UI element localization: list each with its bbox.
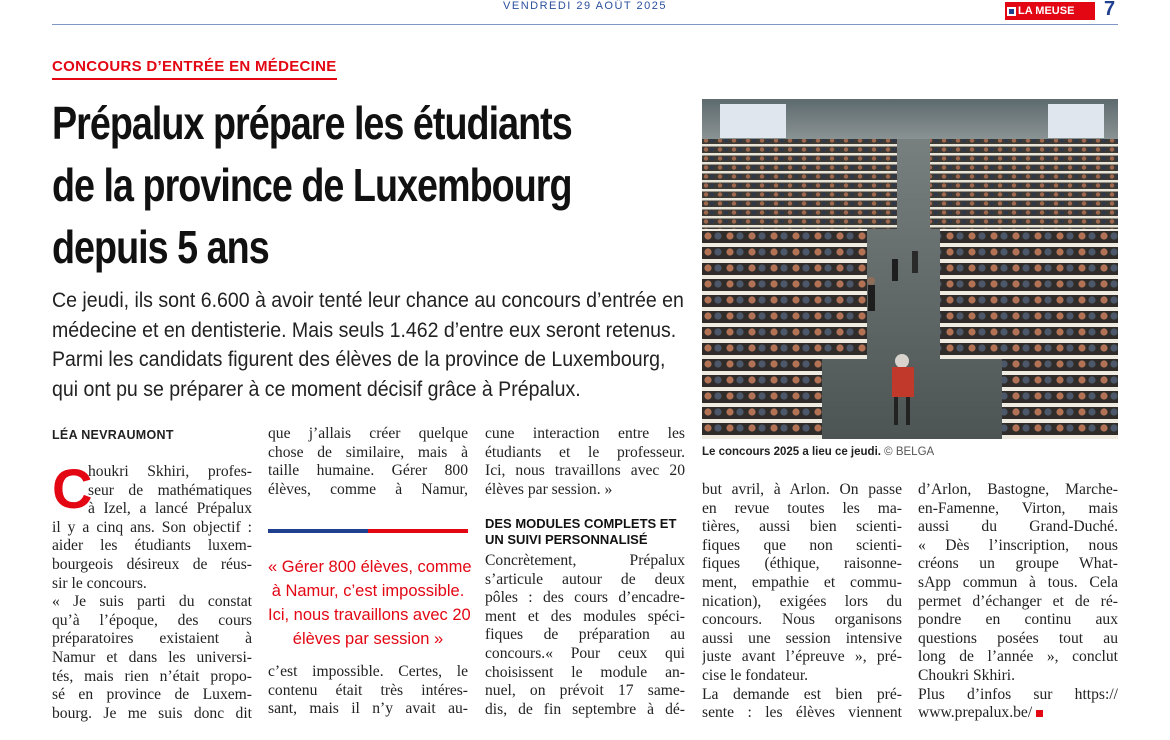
body-line: concours. Nous organisons xyxy=(702,611,902,629)
column-2-bottom xyxy=(268,663,468,719)
body-line: d’Arlon, Bastogne, Marche- xyxy=(918,481,1118,498)
column-1-dropcap-lines xyxy=(88,463,252,519)
body-line: Namur et dans les universi- xyxy=(52,648,252,666)
body-line: créons un groupe What- xyxy=(918,555,1118,573)
body-line: Ici, nous travaillons avec 20 xyxy=(485,462,685,480)
body-line: taille humaine. Gérer 800 xyxy=(268,462,468,480)
body-line: cune interaction entre les xyxy=(485,425,685,442)
body-line: but avril, à Arlon. On passe xyxy=(702,481,902,498)
body-line: Plus d’infos sur https:// xyxy=(918,685,1118,703)
pullquote-line: « Gérer 800 élèves, comme xyxy=(268,558,472,576)
lead-line: qui ont pu se préparer à ce moment décisif grâce à Prépalux. xyxy=(52,377,581,401)
pullquote xyxy=(268,555,472,651)
column-2-top xyxy=(268,425,468,499)
body-line: ment, empathie et commu- xyxy=(702,573,902,591)
body-line: « Dès l’inscription, nous xyxy=(918,536,1118,554)
pullquote-rule xyxy=(268,529,468,533)
body-line: permet d’échanger et de ré- xyxy=(918,592,1118,610)
exam-hall-photo xyxy=(702,99,1118,439)
issue-date: VENDREDI 29 AOÛT 2025 xyxy=(503,0,667,12)
body-line: « Je suis parti du constat xyxy=(52,593,252,611)
title-line: de la province de Luxembourg xyxy=(52,159,572,211)
body-line: nication), exigées lors du xyxy=(702,592,902,610)
body-line: long de l’année », conclut xyxy=(918,648,1118,666)
body-line: élèves, comme à Namur, xyxy=(268,480,468,498)
lead-line: Ce jeudi, ils sont 6.600 à avoir tenté leur chance au concours d’entrée en xyxy=(52,289,684,312)
end-square-icon xyxy=(1036,710,1043,717)
body-line: cise le fondateur. xyxy=(702,666,809,684)
body-line: ment et des modules spéci- xyxy=(485,607,685,625)
body-line: c’est impossible. Certes, le xyxy=(268,663,468,680)
logo-text: LA MEUSE xyxy=(1018,5,1075,17)
body-line: fiques de préparation au xyxy=(485,626,685,644)
dropcap: C xyxy=(52,457,93,520)
body-line: s’articule autour de deux xyxy=(485,570,685,588)
body-line: en revue toutes les ma- xyxy=(702,499,902,517)
caption-text: Le concours 2025 a lieu ce jeudi. xyxy=(702,446,881,458)
body-line: fiques (éthique, raisonne- xyxy=(702,555,902,573)
body-line: à Izel, a lancé Prépalux xyxy=(88,500,252,518)
body-line: sente : les élèves viennent xyxy=(702,704,902,722)
body-line: tières, aussi bien scienti- xyxy=(702,518,902,536)
exam-hall-illustration xyxy=(702,99,1118,439)
subhead-line: UN SUIVI PERSONNALISÉ xyxy=(485,532,648,547)
lead-line: médecine et en dentisterie. Mais seuls 1.462 d’entre eux seront retenus. xyxy=(52,318,677,342)
body-line: concours.« Pour ceux qui xyxy=(485,644,685,662)
column-5 xyxy=(918,481,1118,723)
newspaper-logo xyxy=(1005,2,1095,20)
pullquote-line: Ici, nous travaillons avec 20 xyxy=(268,606,471,624)
body-line: nuel, on prévoit 17 same- xyxy=(485,682,685,700)
body-line: sé en province de Luxem- xyxy=(52,686,252,704)
column-3-top xyxy=(485,425,685,499)
body-line: sant, mais il n’y avait au- xyxy=(268,700,468,718)
body-line: contenu était très intéres- xyxy=(268,681,468,699)
body-line: juste avant l’épreuve », pré- xyxy=(702,648,902,666)
body-line: tés, mais rien n’était propo- xyxy=(52,667,252,685)
article-title xyxy=(52,92,577,278)
photo-caption xyxy=(702,446,934,458)
logo-icon xyxy=(1007,7,1016,16)
body-line: pôles : des cours d’encadre- xyxy=(485,589,685,607)
section-subhead xyxy=(485,516,676,548)
body-line: chose de similaire, mais à xyxy=(268,443,468,461)
body-line: sApp commun à tous. Cela xyxy=(918,573,1118,591)
body-line: étudiants et le professeur. xyxy=(485,443,685,461)
body-line: qu’à l’époque, des cours xyxy=(52,611,252,629)
body-line: questions posées tout au xyxy=(918,629,1118,647)
title-line: depuis 5 ans xyxy=(52,221,269,273)
subhead-line: DES MODULES COMPLETS ET xyxy=(485,516,677,531)
body-line: houkri Skhiri, profes- xyxy=(88,463,252,480)
body-line: il y a cinq ans. Son objectif : xyxy=(52,518,252,536)
body-line: aussi une session intensive xyxy=(702,629,902,647)
website-url[interactable]: www.prepalux.be/ xyxy=(918,704,1033,722)
body-line: bourg. Je me suis donc dit xyxy=(52,704,252,722)
body-line: La demande est bien pré- xyxy=(702,685,902,703)
body-line: aider les étudiants luxem- xyxy=(52,537,252,555)
column-1 xyxy=(52,519,252,724)
body-line xyxy=(918,704,1118,723)
photo-credit: © BELGA xyxy=(884,446,935,458)
body-line: seur de mathématiques xyxy=(88,481,252,499)
body-line: élèves par session. » xyxy=(485,480,613,498)
body-line: préparatoires existaient à xyxy=(52,630,252,648)
body-line: choisissent le module an- xyxy=(485,663,685,681)
title-line: Prépalux prépare les étudiants xyxy=(52,97,572,149)
body-line: fiques que non scienti- xyxy=(702,536,902,554)
pullquote-line: à Namur, c’est impossible. xyxy=(271,582,465,600)
byline: LÉA NEVRAUMONT xyxy=(52,428,174,442)
body-line: que j’allais créer quelque xyxy=(268,425,468,442)
body-line: aussi du Grand-Duché. xyxy=(918,518,1118,536)
page-header xyxy=(52,0,1118,25)
body-line: en-Famenne, Virton, mais xyxy=(918,499,1118,517)
body-line: bourgeois désireux de réus- xyxy=(52,555,252,573)
lead-line: Parmi les candidats figurent des élèves de la province de Luxembourg, xyxy=(52,348,666,371)
column-3-bottom xyxy=(485,552,685,719)
body-line: sir le concours. xyxy=(52,574,147,592)
article-kicker: CONCOURS D’ENTRÉE EN MÉDECINE xyxy=(52,58,337,80)
column-4 xyxy=(702,481,902,723)
body-line: pondre en continu aux xyxy=(918,611,1118,629)
body-line: Concrètement, Prépalux xyxy=(485,552,685,569)
body-line: Choukri Skhiri. xyxy=(918,666,1016,684)
pullquote-line: élèves par session » xyxy=(292,630,444,648)
body-line: dis, de fin septembre à dé- xyxy=(485,700,685,718)
page-number: 7 xyxy=(1104,0,1116,20)
article-lead xyxy=(52,286,684,404)
